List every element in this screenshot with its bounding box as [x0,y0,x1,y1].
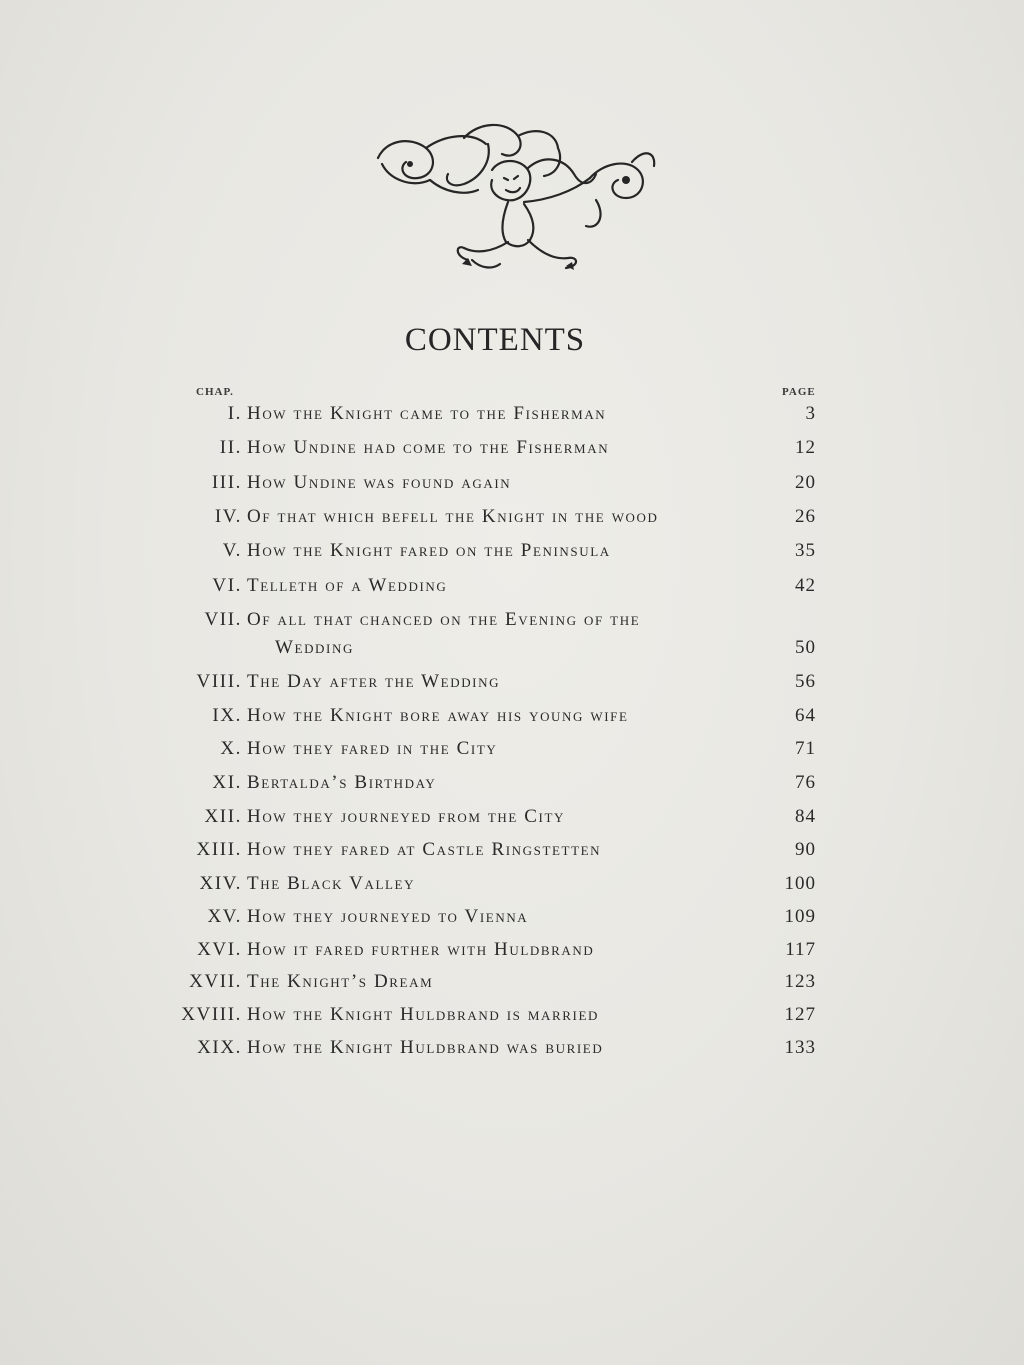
toc-entry [0,437,1024,467]
chapter-title: The Knight’s Dream [247,971,434,992]
chapter-number: VIII. [196,671,242,692]
chapter-title: Of all that chanced on the Evening of the [247,609,641,630]
chapter-number: V. [222,540,242,561]
toc-entry [0,1004,1024,1034]
page-number: 84 [795,806,816,827]
page-number: 56 [795,671,816,692]
page-number: 26 [795,506,816,527]
chapter-number: IV. [214,506,242,527]
chapter-title: How the Knight Huldbrand is married [247,1004,600,1025]
page-number: 117 [785,939,816,960]
page-number: 3 [805,403,816,424]
chapter-number: XVIII. [181,1004,242,1025]
chapter-number: II. [219,437,242,458]
chapter-number: I. [227,403,242,424]
page-title: CONTENTS [404,322,586,358]
toc-entry [0,506,1024,536]
chapter-title: How Undine was found again [247,472,512,493]
toc-entry [0,403,1024,433]
toc-entry [0,1037,1024,1067]
chapter-title: How they fared in the City [247,738,498,759]
chapter-title-continued: Wedding [275,637,354,658]
chapter-number: XIV. [199,873,242,894]
toc-entry [0,738,1024,768]
chapter-title: Bertalda’s Birthday [247,772,437,793]
page-number: 109 [784,906,816,927]
chapter-number: XV. [207,906,242,927]
page-number: 123 [784,971,816,992]
chapter-title: How the Knight fared on the Peninsula [247,540,611,561]
page-number: 90 [795,839,816,860]
chapter-title: How they fared at Castle Ringstetten [247,839,602,860]
chapter-number: XIII. [196,839,242,860]
toc-entry [0,906,1024,936]
chapter-number: IX. [212,705,242,726]
page-number: 42 [795,575,816,596]
toc-entry [0,671,1024,701]
chapter-number: XVI. [197,939,242,960]
toc-entry [0,705,1024,735]
page-number: 12 [795,437,816,458]
chapter-title: Telleth of a Wedding [247,575,448,596]
toc-entry [0,472,1024,502]
chapter-title: How the Knight bore away his young wife [247,705,629,726]
toc-entry [0,772,1024,802]
page-number: 20 [795,472,816,493]
page-number: 50 [795,637,816,658]
page-number: 71 [795,738,816,759]
chapter-number: X. [220,738,242,759]
toc-entry [0,806,1024,836]
chapter-title: How the Knight Huldbrand was buried [247,1037,604,1058]
toc-entry [0,540,1024,570]
chapter-number: XIX. [197,1037,242,1058]
toc-entry [0,939,1024,969]
page-number: 76 [795,772,816,793]
page-number: 35 [795,540,816,561]
page-column-header: PAGE [782,386,816,398]
chapter-number: XVII. [189,971,242,992]
toc-entry [0,839,1024,869]
chapter-title: The Black Valley [247,873,416,894]
chapter-number: VI. [212,575,242,596]
page-number: 100 [784,873,816,894]
chapter-title: Of that which befell the Knight in the wood [247,506,659,527]
chapter-number: VII. [204,609,242,630]
chapter-title: How Undine had come to the Fisherman [247,437,610,458]
chapter-number: XII. [204,806,242,827]
toc-entry [0,609,1024,669]
chapter-number: III. [211,472,242,493]
page-number: 127 [784,1004,816,1025]
chapter-number: XI. [212,772,242,793]
page-number: 133 [784,1037,816,1058]
chapter-title: How it fared further with Huldbrand [247,939,595,960]
toc-entry [0,873,1024,903]
chapter-title: How they journeyed from the City [247,806,565,827]
chapter-title: How the Knight came to the Fisherman [247,403,607,424]
chapter-title: The Day after the Wedding [247,671,501,692]
toc-entry [0,971,1024,1001]
chapter-column-header: CHAP. [196,386,234,398]
page-number: 64 [795,705,816,726]
chapter-title: How they journeyed to Vienna [247,906,529,927]
toc-entry [0,575,1024,605]
